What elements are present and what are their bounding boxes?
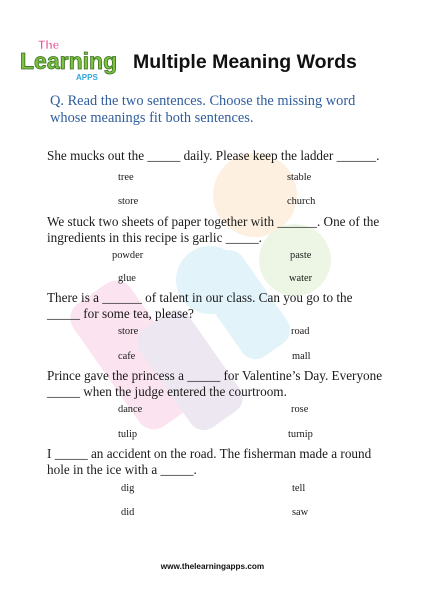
option-5b[interactable]: tell (292, 483, 306, 494)
option-5d[interactable]: saw (292, 507, 309, 518)
question-2: We stuck two sheets of paper together with ______. One of the ingredients in this recipe is garlic _____. (47, 214, 380, 245)
option-2a[interactable]: powder (112, 250, 144, 261)
logo-text-apps: APPS (76, 73, 98, 82)
instruction-text: Q. Read the two sentences. Choose the missing word whose meanings fit both sentences. (50, 93, 356, 126)
logo-text-the: The (38, 38, 60, 52)
page-title: Multiple Meaning Words (133, 51, 357, 73)
logo-graphic (18, 36, 124, 82)
option-3d[interactable]: mall (292, 351, 311, 362)
option-4c[interactable]: tulip (118, 429, 138, 440)
option-4d[interactable]: turnip (288, 429, 313, 440)
footer-url[interactable]: www.thelearningapps.com (160, 562, 265, 571)
option-3b[interactable]: road (291, 326, 310, 337)
option-3a[interactable]: store (118, 326, 139, 337)
option-3c[interactable]: cafe (118, 351, 136, 362)
option-5c[interactable]: did (121, 507, 135, 518)
question-3: There is a ______ of talent in our class. Can you go to the _____ for some tea, please? (47, 290, 353, 321)
question-4: Prince gave the princess a _____ for Valentine’s Day. Everyone _____ when the judge entered the courtroom. (47, 368, 383, 399)
option-1c[interactable]: store (118, 196, 139, 207)
logo-text-learning: Learning (20, 48, 118, 74)
option-4a[interactable]: dance (118, 404, 143, 415)
question-5: I _____ an accident on the road. The fisherman made a round hole in the ice with a _____. (47, 446, 372, 477)
option-2c[interactable]: glue (118, 273, 136, 284)
learning-apps-logo (18, 36, 124, 82)
option-4b[interactable]: rose (291, 404, 309, 415)
option-5a[interactable]: dig (121, 483, 135, 494)
option-1d[interactable]: church (287, 196, 316, 207)
option-1b[interactable]: stable (287, 172, 312, 183)
option-2b[interactable]: paste (290, 250, 312, 261)
option-2d[interactable]: water (289, 273, 313, 284)
option-1a[interactable]: tree (118, 172, 134, 183)
question-1: She mucks out the _____ daily. Please keep the ladder ______. (47, 148, 380, 163)
